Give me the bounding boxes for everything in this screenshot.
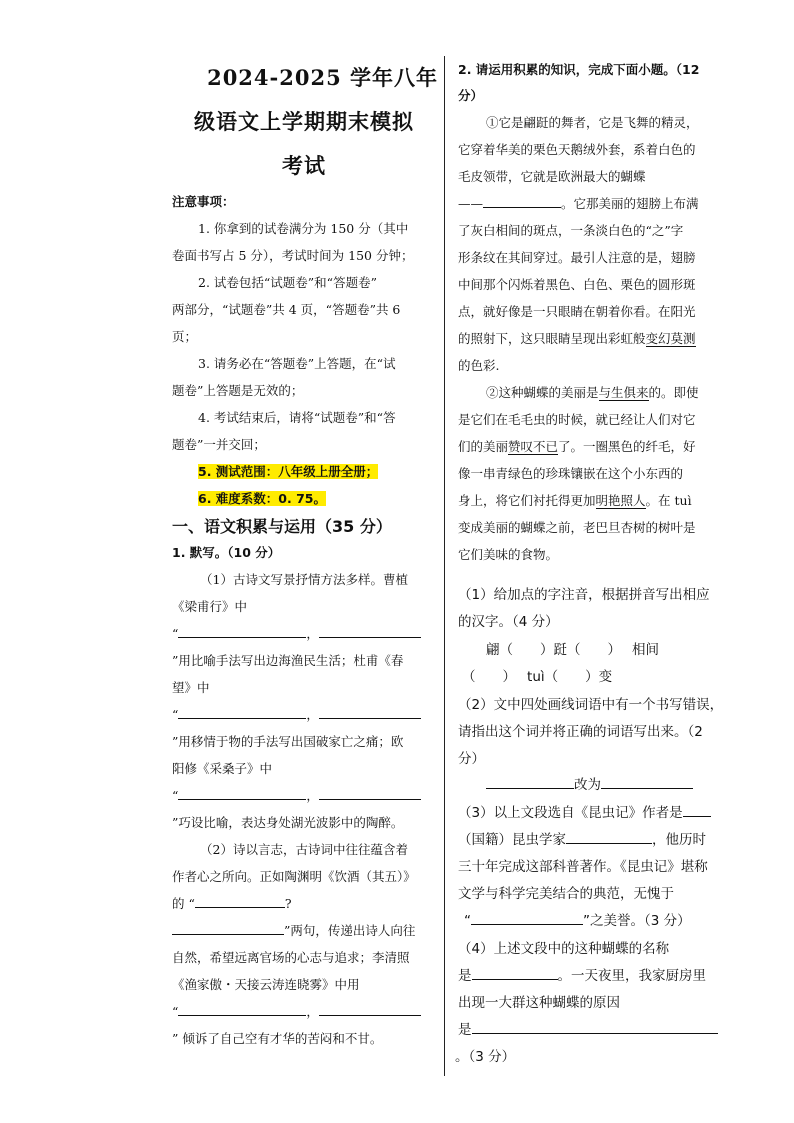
passage-line: 们的美丽 [458,439,509,454]
q2-sub2-2: 请指出这个词并将正确的词语写出来。（2 [458,724,703,740]
answer-blank[interactable] [471,911,583,925]
passage-line: 它穿着华美的栗色天鹅绒外套，系着白色的 [458,142,696,157]
underlined-word: 与生俱来 [598,385,649,400]
answer-blank[interactable] [683,803,711,817]
notice-item-3-cont: 题卷”上答题是无效的； [172,383,304,398]
q1-part2-text-5: 自然，希望远离官场的心志与追求；李清照 [172,950,410,965]
q2-sub4-2a: 是 [458,968,472,984]
comma: ， [306,788,319,803]
q1-part2-text: （2）诗以言志，古诗词中往往蕴含着 [200,842,408,857]
answer-blank[interactable] [319,705,421,719]
q2-sub3-4: 文学与科学完美结合的典范，无愧于 [458,886,674,902]
passage-line: 它们美味的食物。 [458,547,559,562]
answer-blank[interactable] [566,830,652,844]
passage-line: 的照射下，这只眼睛呈现出彩虹般 [458,331,646,346]
q2-sub2: （2）文中四处画线词语中有一个书写错误， [458,697,724,713]
notice-item-1: 1. 你拿到的试卷满分为 150 分（其中 [198,221,409,236]
answer-blank[interactable] [319,1002,421,1016]
answer-blank[interactable] [195,894,285,908]
q1-part1-text-5: ”用移情于物的手法写出国破家亡之痛；欧 [172,734,404,749]
passage-line: 。它那美丽的翅膀上布满 [561,196,699,211]
answer-blank[interactable] [172,921,284,935]
passage-line: 点，就好像是一只眼睛在朝着你看。在阳光 [458,304,696,319]
open-quote: “ [464,913,471,929]
notice-item-4: 4. 考试结束后，请将“试题卷”和“答 [198,410,396,425]
passage-line: 了。一圈黑色的纤毛，好 [558,439,696,454]
passage-line: 了灰白相间的斑点，一条淡白色的“之”字 [458,223,684,238]
q1-part2-text-4: ”两句，传递出诗人向往 [284,923,416,938]
underlined-word: 赞叹不已 [508,439,559,454]
q2-sub4-2b: 。一天夜里，我家厨房里 [557,968,706,984]
answer-blank[interactable] [486,775,574,789]
comma: ， [306,1004,319,1019]
answer-blank[interactable] [319,624,421,638]
notice-item-6-highlight: 6. 难度系数：0. 75。 [198,491,326,506]
section-1-heading: 一、语文积累与运用（35 分） [172,517,392,536]
answer-blank[interactable] [472,1020,718,1034]
passage-line: 是它们在毛毛虫的时候，就已经让人们对它 [458,412,696,427]
question-mark: ? [284,896,292,911]
exam-title-line2: 级语文上学期期末模拟 [194,109,414,134]
notice-item-2: 2. 试卷包括“试题卷”和“答题卷” [198,275,377,290]
passage-line: 变成美丽的蝴蝶之前，老巴旦杏树的树叶是 [458,520,696,535]
answer-blank[interactable] [178,786,306,800]
comma: ， [306,707,319,722]
q2-sub4: （4）上述文段中的这种蝴蝶的名称 [458,941,670,957]
column-divider [444,56,445,1076]
change-to-label: 改为 [574,777,601,793]
q2-heading-2: 分） [458,88,484,103]
answer-blank[interactable] [178,705,306,719]
exam-title-line1: 2024-2025 学年八年 [207,65,438,90]
q2-sub3-3: 三十年完成这部科普著作。《昆虫记》堪称 [458,859,708,875]
exam-title-line3: 考试 [282,153,326,178]
q2-sub3-5: ”之美誉。（3 分） [583,913,691,929]
q2-sub1: （1）给加点的字注音，根据拼音写出相应 [458,587,710,603]
underlined-word: 明艳照人 [595,493,646,508]
q1-part1-text-7: ”巧设比喻，表达身处湖光波影中的陶醉。 [172,815,404,830]
q2-sub1-2: 的汉字。（4 分） [458,614,559,630]
q1-part1-text-2: 《梁甫行》中 [172,599,248,614]
answer-blank[interactable] [319,786,421,800]
q1-part1-text-3: ”用比喻手法写出边海渔民生活；杜甫《春 [172,653,404,668]
passage-line: 形条纹在其间穿过。最引人注意的是，翅膀 [458,250,696,265]
dash: —— [458,196,483,211]
q1-part1-text-6: 阳修《采桑子》中 [172,761,273,776]
q1-part2-text-6: 《渔家傲・天接云涛连晓雾》中用 [172,977,360,992]
underlined-word: 变幻莫测 [645,331,696,346]
passage-line: ①它是翩跹的舞者，它是飞舞的精灵， [486,115,699,130]
q1-part1-text: （1）古诗文写景抒情方法多样。曹植 [200,572,408,587]
q2-sub4-5: 。（3 分） [455,1049,516,1065]
q2-sub1-pinyin-2: （ ） tuì（ ）变 [462,669,613,685]
open-quote: “ [172,788,179,803]
passage-line: 毛皮领带，它就是欧洲最大的蝴蝶 [458,169,646,184]
passage-line: 的色彩. [458,358,500,373]
q2-sub3-2: （国籍）昆虫学家 [458,832,566,848]
notice-heading: 注意事项： [172,194,235,209]
q2-sub3: （3）以上文段选自《昆虫记》作者是 [458,805,683,821]
passage-line: 身上，将它们衬托得更加 [458,493,596,508]
q2-sub4-4: 是 [458,1022,472,1038]
notice-item-2-cont: 两部分，“试题卷”共 4 页，“答题卷”共 6 [172,302,401,317]
open-quote: “ [172,1004,179,1019]
q1-part2-text-7: ” 倾诉了自己空有才华的苦闷和不甘。 [172,1031,383,1046]
notice-item-4-cont: 题卷”一并交回； [172,437,266,452]
passage-line: 像一串青绿色的珍珠镶嵌在这个小东西的 [458,466,684,481]
comma: ， [306,626,319,641]
answer-blank[interactable] [472,966,558,980]
answer-blank[interactable] [601,775,693,789]
answer-blank[interactable] [178,624,306,638]
passage-line: 。在 tuì [645,493,692,508]
passage-line: 中间那个闪烁着黑色、白色、栗色的圆形斑 [458,277,696,292]
q2-sub3-2b: ，他历时 [652,832,706,848]
open-quote: “ [172,626,179,641]
q1-heading: 1. 默写。（10 分） [172,545,281,560]
passage-line: 的。即使 [648,385,699,400]
open-quote: “ [172,707,179,722]
q1-part2-text-3: 的 “ [172,896,195,911]
q1-part2-text-2: 作者心之所向。正如陶渊明《饮酒（其五）》 [172,869,416,884]
q2-sub1-pinyin: 翩（ ）跹（ ） 相间 [486,642,660,658]
q2-heading: 2. 请运用积累的知识，完成下面小题。（12 [458,62,700,77]
q2-sub4-3: 出现一大群这种蝴蝶的原因 [458,995,620,1011]
q2-sub2-3: 分） [458,751,485,767]
q1-part1-text-4: 望》中 [172,680,210,695]
notice-item-3: 3. 请务必在“答题卷”上答题，在“试 [198,356,396,371]
notice-item-1-cont: 卷面书写占 5 分），考试时间为 150 分钟； [172,248,414,263]
answer-blank[interactable] [483,194,561,208]
answer-blank[interactable] [178,1002,306,1016]
passage-line: ②这种蝴蝶的美丽是 [486,385,599,400]
notice-item-2-cont2: 页； [172,329,198,344]
notice-item-5-highlight: 5. 测试范围：八年级上册全册； [198,464,379,479]
